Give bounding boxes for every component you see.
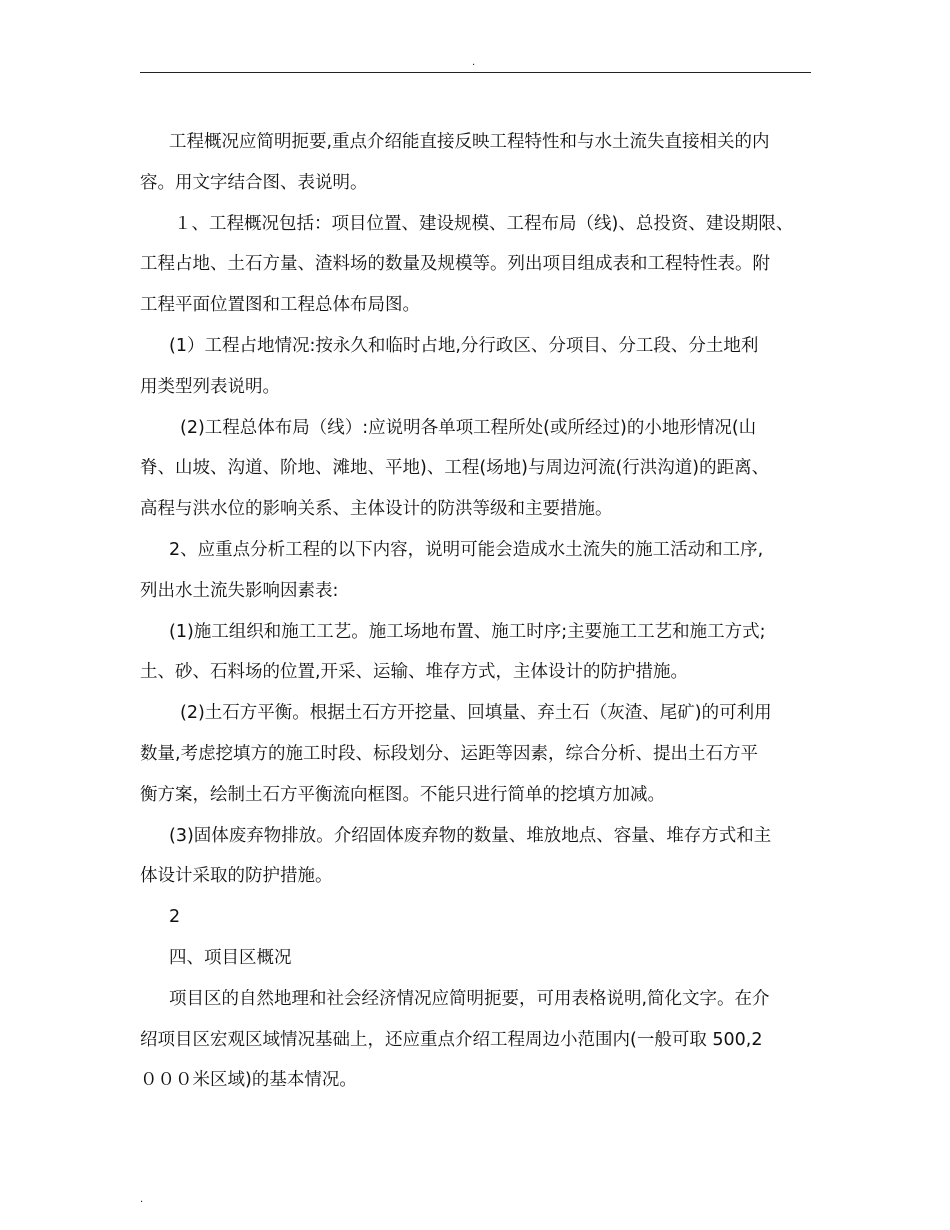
paragraph-line: 高程与洪水位的影响关系、主体设计的防洪等级和主要措施。 [140, 499, 613, 520]
paragraph-line: 数量,考虑挖填方的施工时段、标段划分、运距等因素，综合分析、提出土石方平 [140, 743, 759, 764]
paragraph-line: 衡方案，绘制土石方平衡流向框图。不能只进行简单的挖填方加减。 [140, 784, 665, 805]
page-number: 2 [169, 907, 181, 928]
footer-mark: . [140, 1194, 144, 1205]
paragraph-line: (1)施工组织和施工工艺。施工场地布置、施工时序;主要施工工艺和施工方式; [169, 621, 766, 642]
paragraph-line: 体设计采取的防护措施。 [140, 866, 333, 887]
paragraph-line: 用类型列表说明。 [140, 376, 280, 397]
paragraph-line: 工程平面位置图和工程总体布局图。 [140, 295, 420, 316]
paragraph-line: ０００米区域)的基本情况。 [140, 1070, 357, 1091]
section-heading: 四、项目区概况 [169, 947, 292, 968]
paragraph-line: 项目区的自然地理和社会经济情况应简明扼要，可用表格说明,简化文字。在介 [169, 988, 770, 1009]
paragraph-line: (3)固体废弃物排放。介绍固体废弃物的数量、堆放地点、容量、堆存方式和主 [169, 825, 772, 846]
header-rule [140, 72, 811, 73]
paragraph-line: (2)工程总体布局（线）:应说明各单项工程所处(或所经过)的小地形情况(山 [180, 417, 757, 438]
paragraph-line: 脊、山坡、沟道、阶地、滩地、平地)、工程(场地)与周边河流(行洪沟道)的距离、 [140, 458, 770, 479]
paragraph-line: 容。用文字结合图、表说明。 [140, 172, 368, 193]
document-body [140, 122, 840, 1101]
paragraph-line: 绍项目区宏观区域情况基础上，还应重点介绍工程周边小范围内(一般可取 500,2 [140, 1029, 763, 1050]
header-mark: . [472, 57, 476, 68]
paragraph-line: 土、砂、石料场的位置,开采、运输、堆存方式，主体设计的防护措施。 [140, 662, 689, 683]
paragraph-line: １、工程概况包括：项目位置、建设规模、工程布局（线)、总投资、建设期限、 [174, 213, 794, 234]
paragraph-line: (2)土石方平衡。根据土石方开挖量、回填量、弃土石（灰渣、尾矿)的可利用 [180, 703, 772, 724]
paragraph-line: 列出水土流失影响因素表: [140, 580, 339, 601]
paragraph-line: 工程概况应简明扼要,重点介绍能直接反映工程特性和与水土流失直接相关的内 [169, 132, 770, 152]
paragraph-line: 工程占地、土石方量、渣料场的数量及规模等。列出项目组成表和工程特性表。附 [140, 254, 770, 275]
paragraph-line: 2、应重点分析工程的以下内容，说明可能会造成水土流失的施工活动和工序, [169, 539, 764, 560]
paragraph-line: (1）工程占地情况:按永久和临时占地,分行政区、分项目、分工段、分土地利 [169, 335, 759, 356]
